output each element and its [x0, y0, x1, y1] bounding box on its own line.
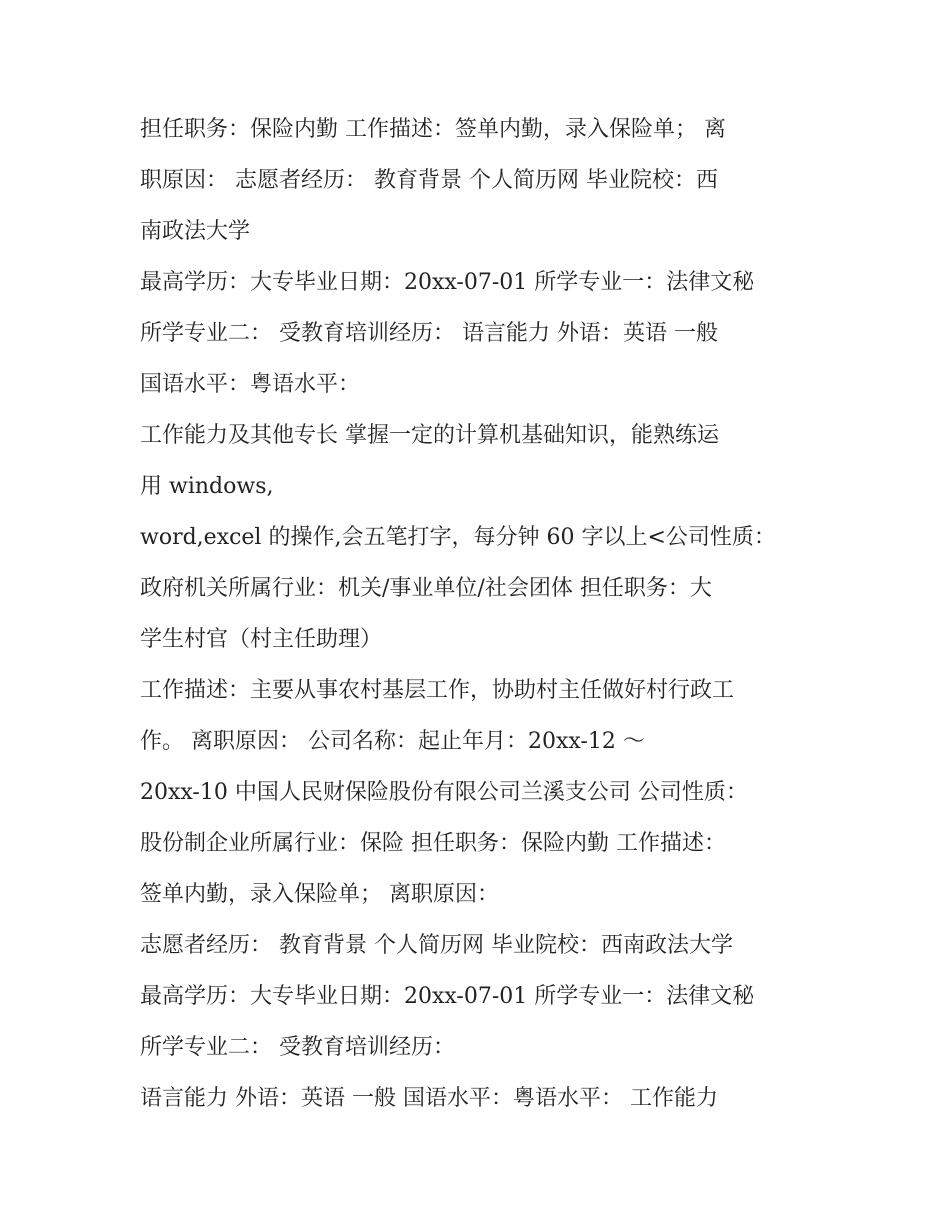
text-line: 担任职务：保险内勤 工作描述：签单内勤，录入保险单； 离	[140, 117, 726, 142]
text-line: 南政法大学	[140, 219, 251, 244]
text-line: 所学专业二： 受教育培训经历：	[140, 1035, 455, 1060]
text-line: 国语水平：粤语水平：	[140, 372, 361, 397]
text-line: word,excel 的操作,会五笔打字，每分钟 60 字以上<公司性质：	[140, 525, 776, 550]
document-body	[140, 104, 820, 1124]
text-line: 最高学历：大专毕业日期：20xx-07-01 所学专业一：法律文秘	[140, 984, 755, 1009]
text-line: 20xx-10 中国人民财保险股份有限公司兰溪支公司 公司性质：	[140, 780, 748, 805]
text-line: 作。 离职原因： 公司名称：起止年月：20xx-12 ～	[140, 729, 645, 754]
text-line: 所学专业二： 受教育培训经历： 语言能力 外语：英语 一般	[140, 321, 718, 346]
text-line: 用 windows,	[140, 474, 274, 499]
text-line: 政府机关所属行业：机关/事业单位/社会团体 担任职务：大	[140, 576, 712, 601]
text-line: 工作描述：主要从事农村基层工作，协助村主任做好村行政工	[140, 678, 735, 703]
text-line: 职原因： 志愿者经历： 教育背景 个人简历网 毕业院校：西	[140, 168, 718, 193]
text-line: 工作能力及其他专长 掌握一定的计算机基础知识，能熟练运	[140, 423, 719, 448]
text-line: 最高学历：大专毕业日期：20xx-07-01 所学专业一：法律文秘	[140, 270, 755, 295]
text-line: 学生村官（村主任助理）	[140, 627, 383, 652]
text-line: 签单内勤，录入保险单； 离职原因：	[140, 882, 499, 907]
text-line: 语言能力 外语：英语 一般 国语水平：粤语水平： 工作能力	[140, 1086, 718, 1111]
text-line: 志愿者经历： 教育背景 个人简历网 毕业院校：西南政法大学	[140, 933, 733, 958]
text-line: 股份制企业所属行业：保险 担任职务：保险内勤 工作描述：	[140, 831, 726, 856]
